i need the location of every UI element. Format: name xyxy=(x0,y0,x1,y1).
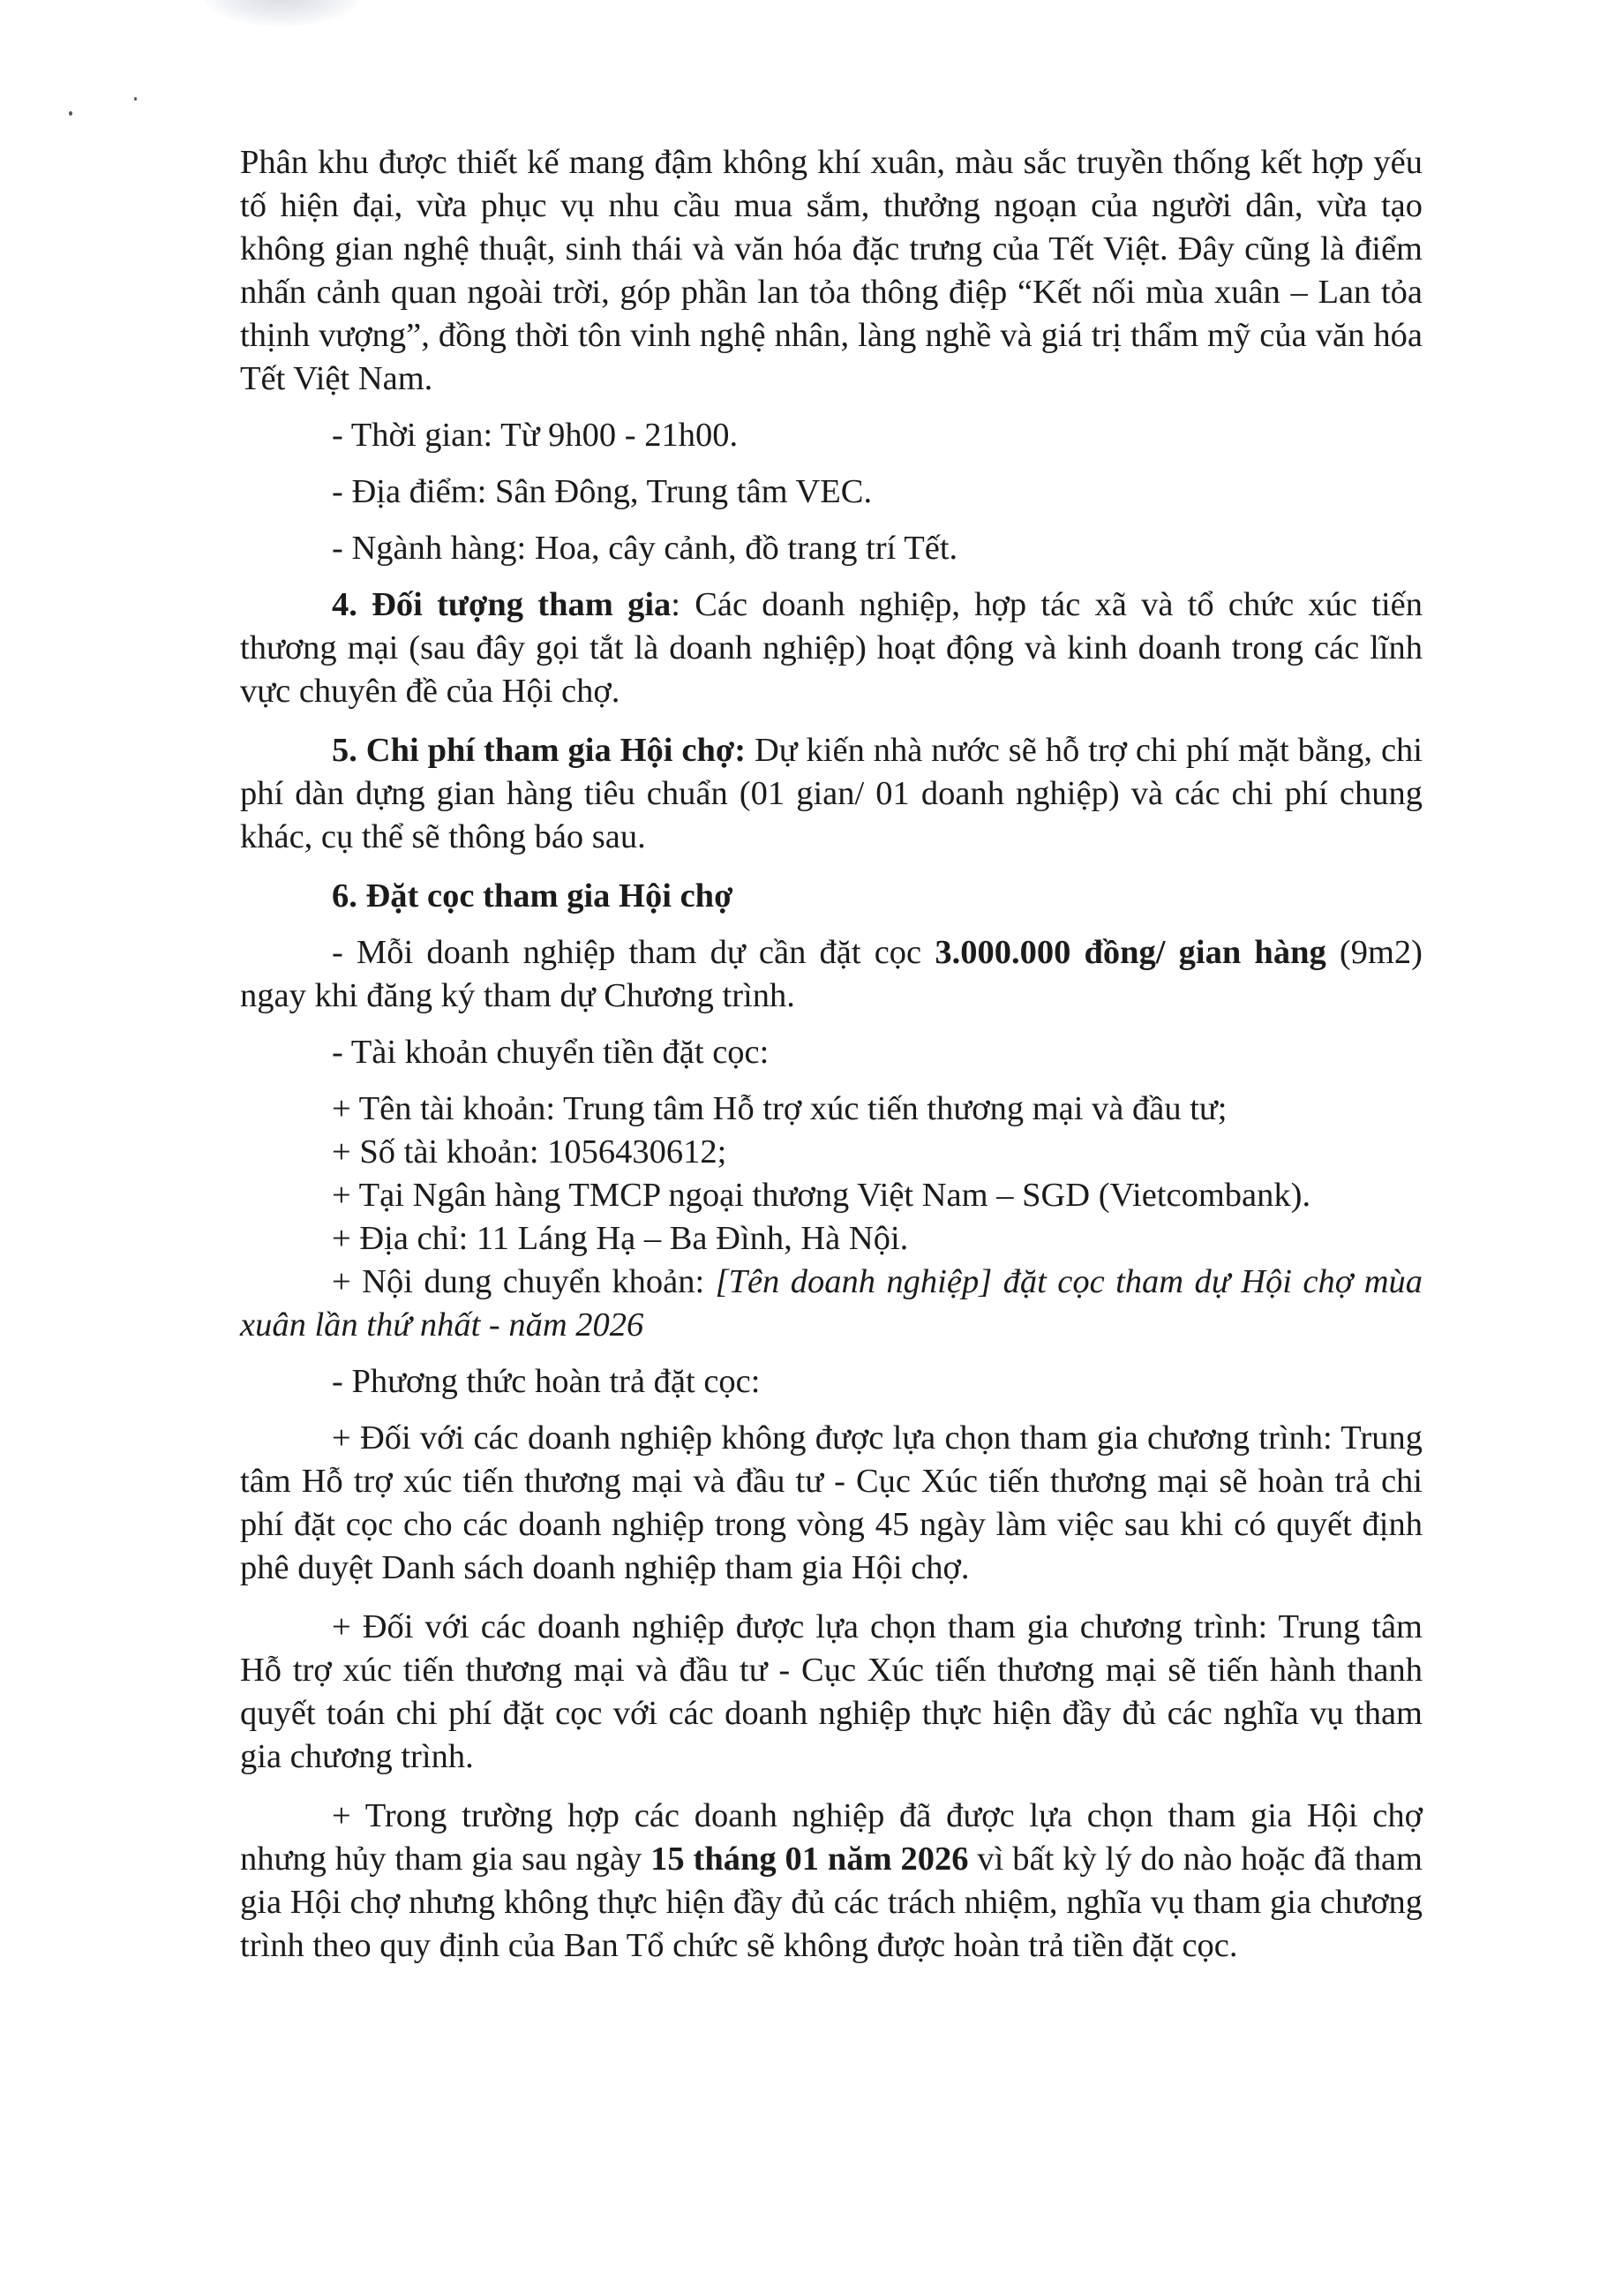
location-line: - Địa điểm: Sân Đông, Trung tâm VEC. xyxy=(332,473,873,510)
refund-case-3 xyxy=(240,1795,1423,1968)
section-5-body: Dự kiến nhà nước sẽ hỗ trợ chi phí mặt bằng, chi phí dàn dựng gian hàng tiêu chuẩn (01 gian/ 01 doanh nghiệp) và các chi phí chung khác, cụ thể sẽ thông báo sau. xyxy=(240,732,1423,855)
transfer-content xyxy=(240,1261,1423,1347)
bank-line: + Tại Ngân hàng TMCP ngoại thương Việt Nam – SGD (Vietcombank). xyxy=(332,1177,1311,1214)
refund-deadline: 15 tháng 01 năm 2026 xyxy=(650,1841,969,1878)
account-name: + Tên tài khoản: Trung tâm Hỗ trợ xúc tiến thương mại và đầu tư; xyxy=(332,1090,1228,1127)
refund-case-3-post: vì bất kỳ lý do nào hoặc đã tham gia Hội chợ nhưng không thực hiện đầy đủ các trách nhiệm, nghĩa vụ tham gia chương trình theo quy định của Ban Tổ chức sẽ không được hoàn trả tiền đặt cọc. xyxy=(240,1841,1423,1964)
refund-case-3-pre: + Trong trường hợp các doanh nghiệp đã được lựa chọn tham gia Hội chợ nhưng hủy tham gia sau ngày xyxy=(240,1797,1423,1878)
deposit-amount: 3.000.000 đồng/ gian hàng xyxy=(935,934,1326,971)
section-5-heading: 5. Chi phí tham gia Hội chợ: xyxy=(332,732,747,769)
deposit-paragraph xyxy=(240,931,1423,1018)
intro-paragraph: Phân khu được thiết kế mang đậm không khí xuân, màu sắc truyền thống kết hợp yếu tố hiện đại, vừa phục vụ nhu cầu mua sắm, thưởng ngoạn của người dân, vừa tạo không gian nghệ thuật, sinh thái và văn hóa đặc trưng của Tết Việt. Đây cũng là điểm nhấn cảnh quan ngoài trời, góp phần lan tỏa thông điệp “Kết nối mùa xuân – Lan tỏa thịnh vượng”, đồng thời tôn vinh nghệ nhân, làng nghề và giá trị thẩm mỹ của văn hóa Tết Việt Nam. xyxy=(240,144,1423,397)
refund-title: - Phương thức hoàn trả đặt cọc: xyxy=(332,1363,761,1400)
transfer-content-value: [Tên doanh nghiệp] đặt cọc tham dự Hội chợ mùa xuân lần thứ nhất - năm 2026 xyxy=(240,1263,1423,1344)
deposit-pre: - Mỗi doanh nghiệp tham dự cần đặt cọc xyxy=(332,934,935,971)
document-body xyxy=(240,141,1423,1968)
address-line: + Địa chỉ: 11 Láng Hạ – Ba Đình, Hà Nội. xyxy=(332,1220,909,1257)
scan-speck xyxy=(69,111,72,116)
section-6-heading-text: 6. Đặt cọc tham gia Hội chợ xyxy=(332,877,733,915)
transfer-content-label: + Nội dung chuyển khoản: xyxy=(332,1263,716,1300)
account-number: + Số tài khoản: 1056430612; xyxy=(332,1133,727,1171)
section-4-heading: 4. Đối tượng tham gia xyxy=(332,586,672,623)
account-title: - Tài khoản chuyển tiền đặt cọc: xyxy=(332,1034,770,1071)
section-4-body: : Các doanh nghiệp, hợp tác xã và tổ chức xúc tiến thương mại (sau đây gọi tắt là doanh nghiệp) hoạt động và kinh doanh trong các lĩnh vực chuyên đề của Hội chợ. xyxy=(240,586,1423,710)
refund-case-1: + Đối với các doanh nghiệp không được lựa chọn tham gia chương trình: Trung tâm Hỗ trợ xúc tiến thương mại và đầu tư - Cục Xúc tiến thương mại sẽ hoàn trả chi phí đặt cọc cho các doanh nghiệp trong vòng 45 ngày làm việc sau khi có quyết định phê duyệt Danh sách doanh nghiệp tham gia Hội chợ. xyxy=(240,1419,1423,1586)
section-6-heading xyxy=(240,875,1423,918)
refund-case-2: + Đối với các doanh nghiệp được lựa chọn tham gia chương trình: Trung tâm Hỗ trợ xúc tiến thương mại và đầu tư - Cục Xúc tiến thương mại sẽ tiến hành thanh quyết toán chi phí đặt cọc với các doanh nghiệp thực hiện đầy đủ các nghĩa vụ tham gia chương trình. xyxy=(240,1608,1423,1775)
scan-smudge xyxy=(203,0,362,26)
scan-speck xyxy=(134,97,137,101)
time-line: - Thời gian: Từ 9h00 - 21h00. xyxy=(332,417,739,454)
goods-line: - Ngành hàng: Hoa, cây cảnh, đồ trang trí Tết. xyxy=(332,530,958,567)
section-4 xyxy=(240,583,1423,713)
deposit-post: (9m2) ngay khi đăng ký tham dự Chương trình. xyxy=(240,934,1423,1014)
section-5 xyxy=(240,729,1423,859)
